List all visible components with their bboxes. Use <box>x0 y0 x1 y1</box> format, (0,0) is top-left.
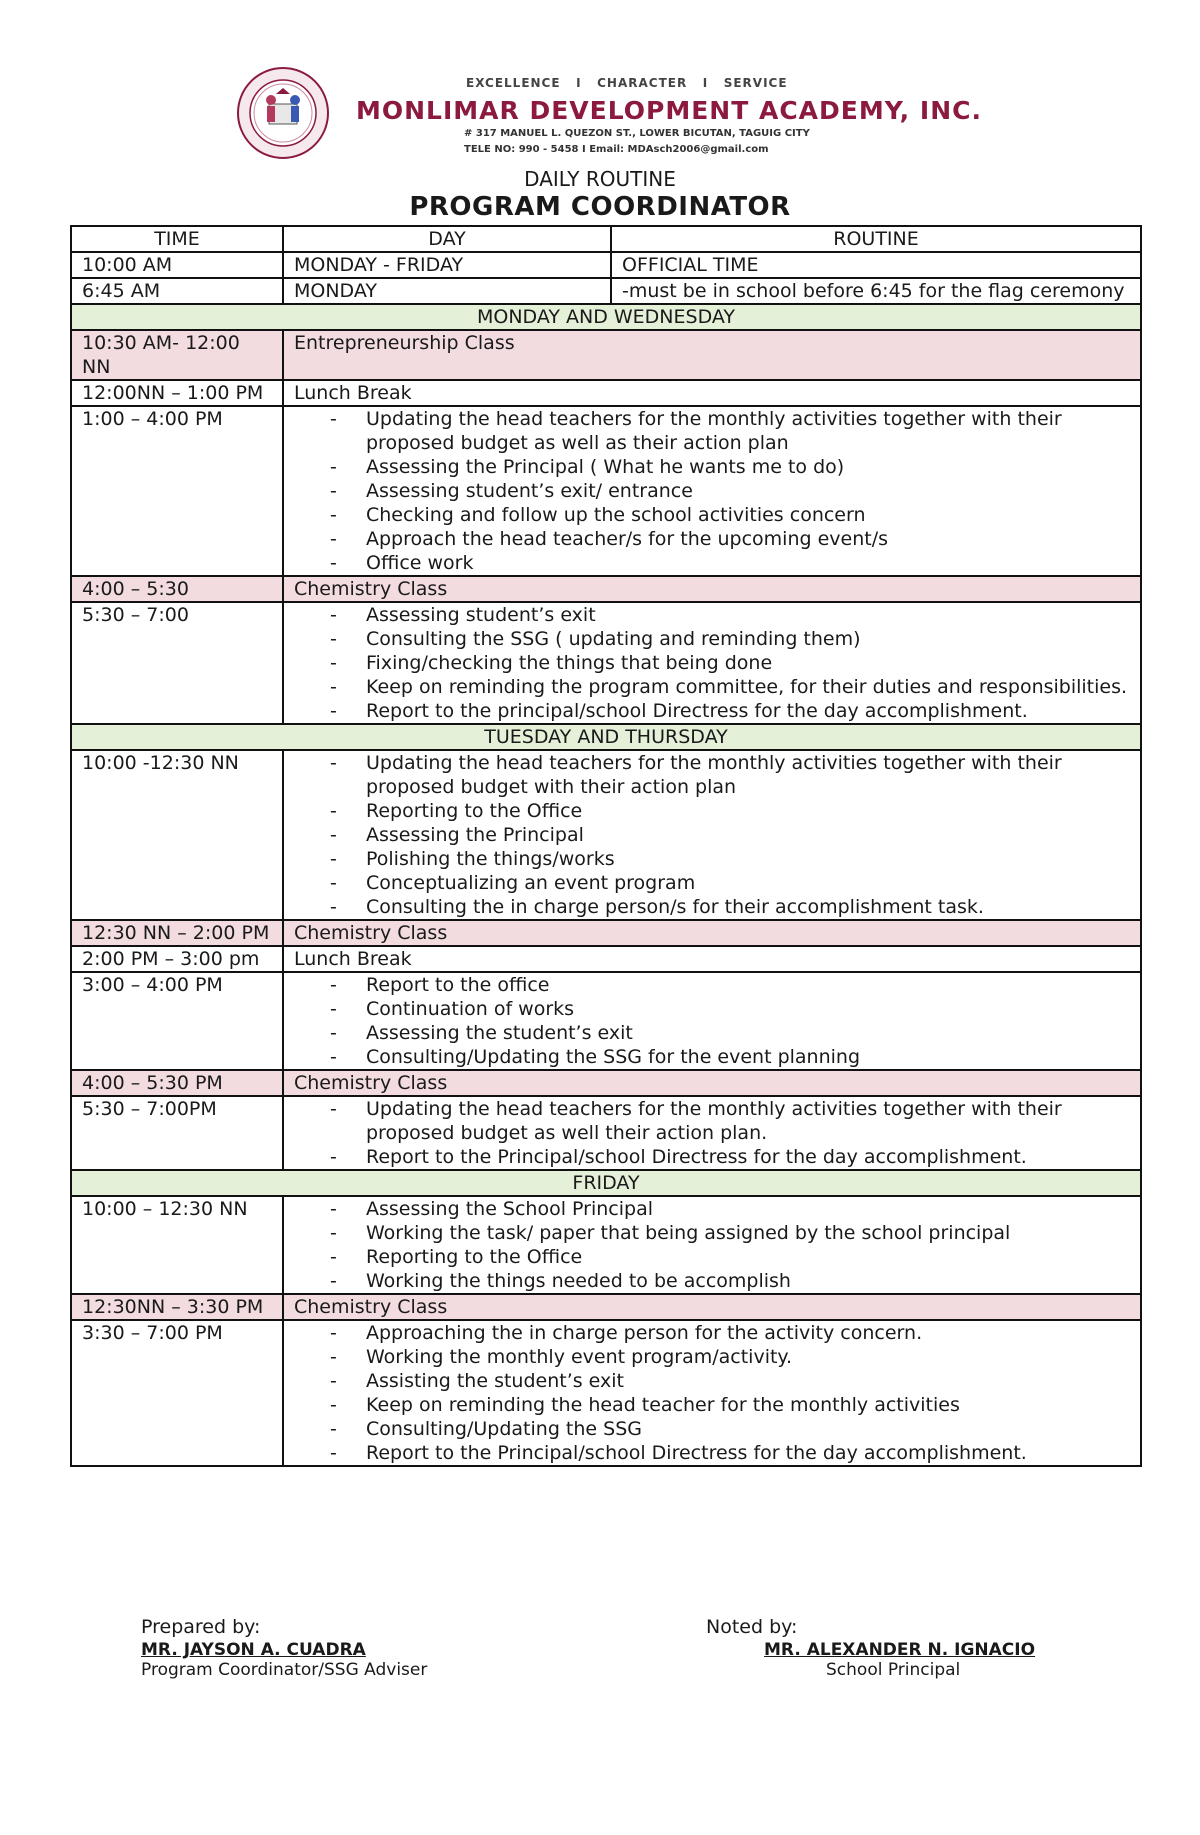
task-list-cell <box>283 1096 1141 1170</box>
table-row <box>71 380 1141 406</box>
list-item: - Assisting the student’s exit <box>330 1369 1130 1393</box>
time-cell: 3:30 – 7:00 PM <box>71 1320 283 1466</box>
prepared-by-block <box>141 1616 427 1680</box>
activity-cell <box>283 1294 1141 1320</box>
list-item: - Reporting to the Office <box>330 799 1130 823</box>
task-list-cell <box>283 750 1141 920</box>
time-cell: 10:00 – 12:30 NN <box>71 1196 283 1294</box>
letterhead <box>236 66 996 160</box>
school-name: MONLIMAR DEVELOPMENT ACADEMY, INC. <box>356 96 982 125</box>
task-list <box>294 603 1130 723</box>
list-item: - Report to the principal/school Directress for the day accomplishment. <box>330 699 1130 723</box>
table-row <box>71 1096 1141 1170</box>
task-list <box>294 407 1130 575</box>
table-row <box>71 406 1141 576</box>
section-heading: FRIDAY <box>71 1170 1141 1196</box>
section-heading: TUESDAY AND THURSDAY <box>71 724 1141 750</box>
table-row <box>71 1320 1141 1466</box>
list-item: - Conceptualizing an event program <box>330 871 1130 895</box>
list-item: - Approaching the in charge person for the activity concern. <box>330 1321 1130 1345</box>
list-item: - Updating the head teachers for the monthly activities together with their proposed budget as well as their action plan <box>330 407 1130 455</box>
time-cell: 4:00 – 5:30 PM <box>71 1070 283 1096</box>
schedule-table <box>70 225 1142 1467</box>
table-row <box>71 1294 1141 1320</box>
table-row <box>71 330 1141 380</box>
activity-label: Chemistry Class <box>294 1296 448 1318</box>
document-subtitle: DAILY ROUTINE <box>524 167 676 191</box>
list-item: - Working the task/ paper that being assigned by the school principal <box>330 1221 1130 1245</box>
list-item: - Report to the Principal/school Directress for the day accomplishment. <box>330 1145 1130 1169</box>
task-list-cell <box>283 406 1141 576</box>
column-header-day: DAY <box>283 226 611 252</box>
time-cell: 12:30 NN – 2:00 PM <box>71 920 283 946</box>
list-item: - Updating the head teachers for the monthly activities together with their proposed budget with their action plan <box>330 751 1130 799</box>
section-heading: MONDAY AND WEDNESDAY <box>71 304 1141 330</box>
list-item: - Working the monthly event program/activity. <box>330 1345 1130 1369</box>
time-cell: 10:30 AM- 12:00 NN <box>71 330 283 380</box>
column-header-time: TIME <box>71 226 283 252</box>
list-item: - Fixing/checking the things that being done <box>330 651 1130 675</box>
list-item: - Assessing the student’s exit <box>330 1021 1130 1045</box>
school-seal-logo <box>236 66 330 160</box>
activity-label: Entrepreneurship Class <box>294 332 515 354</box>
activity-cell <box>283 946 1141 972</box>
activity-label: Chemistry Class <box>294 922 448 944</box>
task-list-cell <box>283 602 1141 724</box>
section-heading-row <box>71 304 1141 330</box>
task-list-cell <box>283 1320 1141 1466</box>
list-item: - Assessing the Principal <box>330 823 1130 847</box>
table-row <box>71 252 1141 278</box>
table-row <box>71 602 1141 724</box>
list-item: - Working the things needed to be accomplish <box>330 1269 1130 1293</box>
time-cell: 6:45 AM <box>71 278 283 304</box>
table-row <box>71 576 1141 602</box>
time-cell: 5:30 – 7:00 <box>71 602 283 724</box>
list-item: - Office work <box>330 551 1130 575</box>
time-cell: 2:00 PM – 3:00 pm <box>71 946 283 972</box>
table-row <box>71 972 1141 1070</box>
noted-by-position: School Principal <box>826 1660 961 1680</box>
noted-by-block <box>706 1616 1035 1680</box>
time-cell: 1:00 – 4:00 PM <box>71 406 283 576</box>
list-item: - Checking and follow up the school activities concern <box>330 503 1130 527</box>
list-item: - Reporting to the Office <box>330 1245 1130 1269</box>
table-row <box>71 1196 1141 1294</box>
day-cell: MONDAY <box>283 278 611 304</box>
list-item: - Approach the head teacher/s for the upcoming event/s <box>330 527 1130 551</box>
table-row <box>71 278 1141 304</box>
prepared-by-label: Prepared by: <box>141 1616 261 1638</box>
table-row <box>71 920 1141 946</box>
list-item: - Continuation of works <box>330 997 1130 1021</box>
school-address: # 317 MANUEL L. QUEZON ST., LOWER BICUTAN, TAGUIG CITY <box>464 128 810 139</box>
document-title: PROGRAM COORDINATOR <box>409 192 791 222</box>
activity-cell <box>283 380 1141 406</box>
day-cell: MONDAY - FRIDAY <box>283 252 611 278</box>
activity-cell <box>283 1070 1141 1096</box>
activity-cell <box>283 330 1141 380</box>
table-header-row <box>71 226 1141 252</box>
table-row <box>71 750 1141 920</box>
list-item: - Assessing student’s exit <box>330 603 1130 627</box>
list-item: - Updating the head teachers for the monthly activities together with their proposed budget as well their action plan. <box>330 1097 1130 1145</box>
list-item: - Assessing the School Principal <box>330 1197 1130 1221</box>
noted-by-name: MR. ALEXANDER N. IGNACIO <box>764 1640 1036 1660</box>
task-list <box>294 1197 1130 1293</box>
list-item: - Consulting/Updating the SSG for the event planning <box>330 1045 1130 1069</box>
list-item: - Keep on reminding the program committee, for their duties and responsibilities. <box>330 675 1130 699</box>
school-motto: EXCELLENCE I CHARACTER I SERVICE <box>466 76 788 90</box>
routine-cell: -must be in school before 6:45 for the flag ceremony <box>611 278 1141 304</box>
schedule-body <box>71 252 1141 1466</box>
noted-by-label: Noted by: <box>706 1616 798 1638</box>
section-heading-row <box>71 1170 1141 1196</box>
time-cell: 12:30NN – 3:30 PM <box>71 1294 283 1320</box>
prepared-by-name: MR. JAYSON A. CUADRA <box>141 1640 366 1660</box>
task-list-cell <box>283 972 1141 1070</box>
school-contact: TELE NO: 990 - 5458 I Email: MDAsch2006@gmail.com <box>464 144 769 155</box>
list-item: - Consulting the in charge person/s for their accomplishment task. <box>330 895 1130 919</box>
activity-cell <box>283 576 1141 602</box>
time-cell: 4:00 – 5:30 <box>71 576 283 602</box>
activity-cell <box>283 920 1141 946</box>
list-item: - Report to the Principal/school Directress for the day accomplishment. <box>330 1441 1130 1465</box>
prepared-by-position: Program Coordinator/SSG Adviser <box>141 1660 428 1680</box>
task-list <box>294 1321 1130 1465</box>
section-heading-row <box>71 724 1141 750</box>
activity-label: Chemistry Class <box>294 578 448 600</box>
routine-cell: OFFICIAL TIME <box>611 252 1141 278</box>
task-list-cell <box>283 1196 1141 1294</box>
activity-label: Chemistry Class <box>294 1072 448 1094</box>
column-header-routine: ROUTINE <box>611 226 1141 252</box>
time-cell: 12:00NN – 1:00 PM <box>71 380 283 406</box>
time-cell: 10:00 AM <box>71 252 283 278</box>
activity-label: Lunch Break <box>294 948 412 970</box>
task-list <box>294 973 1130 1069</box>
task-list <box>294 1097 1130 1169</box>
time-cell: 3:00 – 4:00 PM <box>71 972 283 1070</box>
table-row <box>71 946 1141 972</box>
time-cell: 10:00 -12:30 NN <box>71 750 283 920</box>
list-item: - Keep on reminding the head teacher for the monthly activities <box>330 1393 1130 1417</box>
list-item: - Polishing the things/works <box>330 847 1130 871</box>
time-cell: 5:30 – 7:00PM <box>71 1096 283 1170</box>
list-item: - Assessing student’s exit/ entrance <box>330 479 1130 503</box>
list-item: - Report to the office <box>330 973 1130 997</box>
table-row <box>71 1070 1141 1096</box>
list-item: - Assessing the Principal ( What he wants me to do) <box>330 455 1130 479</box>
activity-label: Lunch Break <box>294 382 412 404</box>
list-item: - Consulting the SSG ( updating and reminding them) <box>330 627 1130 651</box>
task-list <box>294 751 1130 919</box>
list-item: - Consulting/Updating the SSG <box>330 1417 1130 1441</box>
